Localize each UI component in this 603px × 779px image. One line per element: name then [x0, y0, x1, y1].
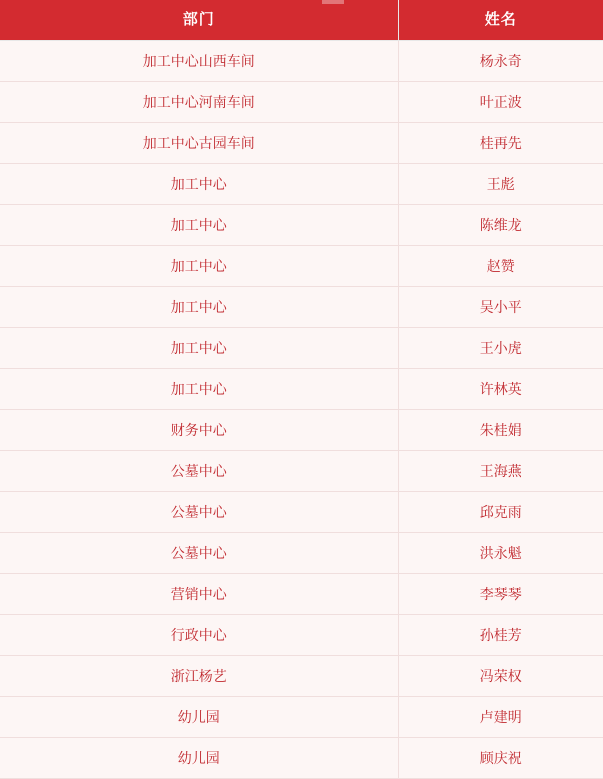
cell-department: 加工中心河南车间: [0, 82, 398, 123]
table-row: [0, 492, 603, 533]
table-row: [0, 410, 603, 451]
cell-department: 加工中心: [0, 246, 398, 287]
cell-department: 行政中心: [0, 615, 398, 656]
cell-department: 公墓中心: [0, 492, 398, 533]
column-header-department: 部门: [0, 0, 398, 41]
table-row: [0, 328, 603, 369]
cell-name: 洪永魁: [398, 533, 603, 574]
cell-name: 顾庆祝: [398, 738, 603, 779]
table-row: [0, 615, 603, 656]
table-row: [0, 738, 603, 779]
table-header: [0, 0, 603, 41]
cell-name: 邱克雨: [398, 492, 603, 533]
cell-name: 卢建明: [398, 697, 603, 738]
cell-department: 加工中心: [0, 205, 398, 246]
cell-name: 李琴琴: [398, 574, 603, 615]
table-row: [0, 164, 603, 205]
cell-name: 许林英: [398, 369, 603, 410]
cell-department: 幼儿园: [0, 738, 398, 779]
cell-name: 赵赞: [398, 246, 603, 287]
cell-name: 叶正波: [398, 82, 603, 123]
table-row: [0, 369, 603, 410]
table-row: [0, 656, 603, 697]
cell-name: 桂再先: [398, 123, 603, 164]
cell-department: 营销中心: [0, 574, 398, 615]
table-row: [0, 41, 603, 82]
cell-name: 王小虎: [398, 328, 603, 369]
table-row: [0, 246, 603, 287]
cell-department: 加工中心: [0, 369, 398, 410]
cell-department: 公墓中心: [0, 533, 398, 574]
table-row: [0, 287, 603, 328]
cell-department: 公墓中心: [0, 451, 398, 492]
table-header-row: [0, 0, 603, 41]
cell-name: 王海燕: [398, 451, 603, 492]
cell-name: 朱桂娟: [398, 410, 603, 451]
cell-name: 陈维龙: [398, 205, 603, 246]
cell-department: 加工中心古园车间: [0, 123, 398, 164]
table-row: [0, 574, 603, 615]
cell-department: 浙江杨艺: [0, 656, 398, 697]
table-body: [0, 41, 603, 779]
cell-department: 加工中心: [0, 164, 398, 205]
cell-department: 财务中心: [0, 410, 398, 451]
table-row: [0, 697, 603, 738]
cell-name: 王彪: [398, 164, 603, 205]
cell-name: 杨永奇: [398, 41, 603, 82]
table-row: [0, 123, 603, 164]
cell-department: 加工中心: [0, 287, 398, 328]
cell-department: 加工中心: [0, 328, 398, 369]
cell-name: 吴小平: [398, 287, 603, 328]
cell-name: 孙桂芳: [398, 615, 603, 656]
table-row: [0, 82, 603, 123]
table-row: [0, 205, 603, 246]
table-row: [0, 451, 603, 492]
cell-department: 加工中心山西车间: [0, 41, 398, 82]
cell-department: 幼儿园: [0, 697, 398, 738]
table-row: [0, 533, 603, 574]
cell-name: 冯荣权: [398, 656, 603, 697]
column-header-name: 姓名: [398, 0, 603, 41]
